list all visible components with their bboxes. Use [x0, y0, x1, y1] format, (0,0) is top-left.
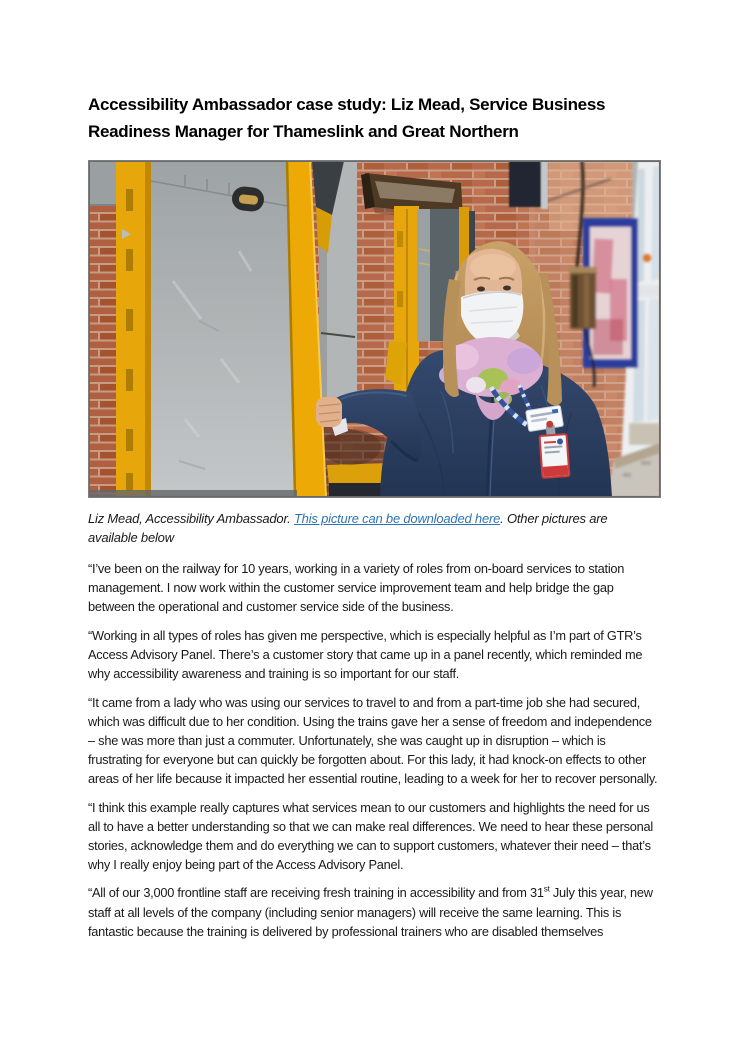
- photo-figure: [88, 160, 661, 498]
- photo-dark-doorway: [509, 161, 548, 209]
- page-title-line2: Readiness Manager for Thameslink and Great Northern: [88, 122, 519, 141]
- paragraph-4: “I think this example really captures what services mean to our customers and highlights the need for us all to have a better understanding so that we can make real differences. We need to hear these personal stories, acknowledge them and do everything we can to support customers, whatever their need – that’s why I really enjoy being part of the Access Advisory Panel.: [88, 799, 653, 872]
- page-title-line1: Accessibility Ambassador case study: Liz Mead, Service Business: [88, 95, 606, 114]
- hand: [316, 397, 342, 427]
- download-picture-link[interactable]: This picture can be downloaded here: [293, 511, 501, 526]
- photo-ramp-left: [89, 161, 344, 497]
- paragraph-5-text: “All of our 3,000 frontline staff are receiving fresh training in accessibility and from 31: [88, 885, 544, 901]
- page-title: [88, 91, 659, 145]
- caption-prefix: Liz Mead, Accessibility Ambassador.: [88, 511, 294, 526]
- paragraph-5: [88, 883, 659, 940]
- paragraph-2: “Working in all types of roles has given me perspective, which is especially helpful as I’m part of GTR’s Access Advisory Panel. There’s a customer story that came up in a panel recently, which reminded me why accessibility awareness and training is so important for our staff.: [88, 627, 643, 681]
- paragraph-5-text-continued: July this year, new staff at all levels of the company (including senior managers) will receive the same learning. This is fantastic because the training is delivered by professional trainers who are disabled themselves: [88, 885, 653, 939]
- liz-mead-photo: [89, 161, 660, 497]
- superscript-st: st: [543, 885, 550, 895]
- eyes: [477, 287, 485, 292]
- photo-caption: [88, 510, 659, 547]
- paragraph-3: “It came from a lady who was using our services to travel to and from a part-time job she had secured, which was difficult due to her condition. Using the trains gave her a sense of freedom and independence – she was more than just a commuter. Unfortunately, she was caught up in disruption – which is frustrating for everyone but can quickly be forgotten about. For this lady, it had knock-on effects to other areas of her life because it impacted her essential routine, leading to a week for her to recover personally.: [88, 694, 658, 786]
- paragraph-1: “I’ve been on the railway for 10 years, working in a variety of roles from on-board services to station management. I now work within the customer service improvement team and help bridge the gap between the operational and customer service side of the business.: [88, 561, 625, 615]
- caption-suffix: . Other pictures are available below: [88, 511, 608, 545]
